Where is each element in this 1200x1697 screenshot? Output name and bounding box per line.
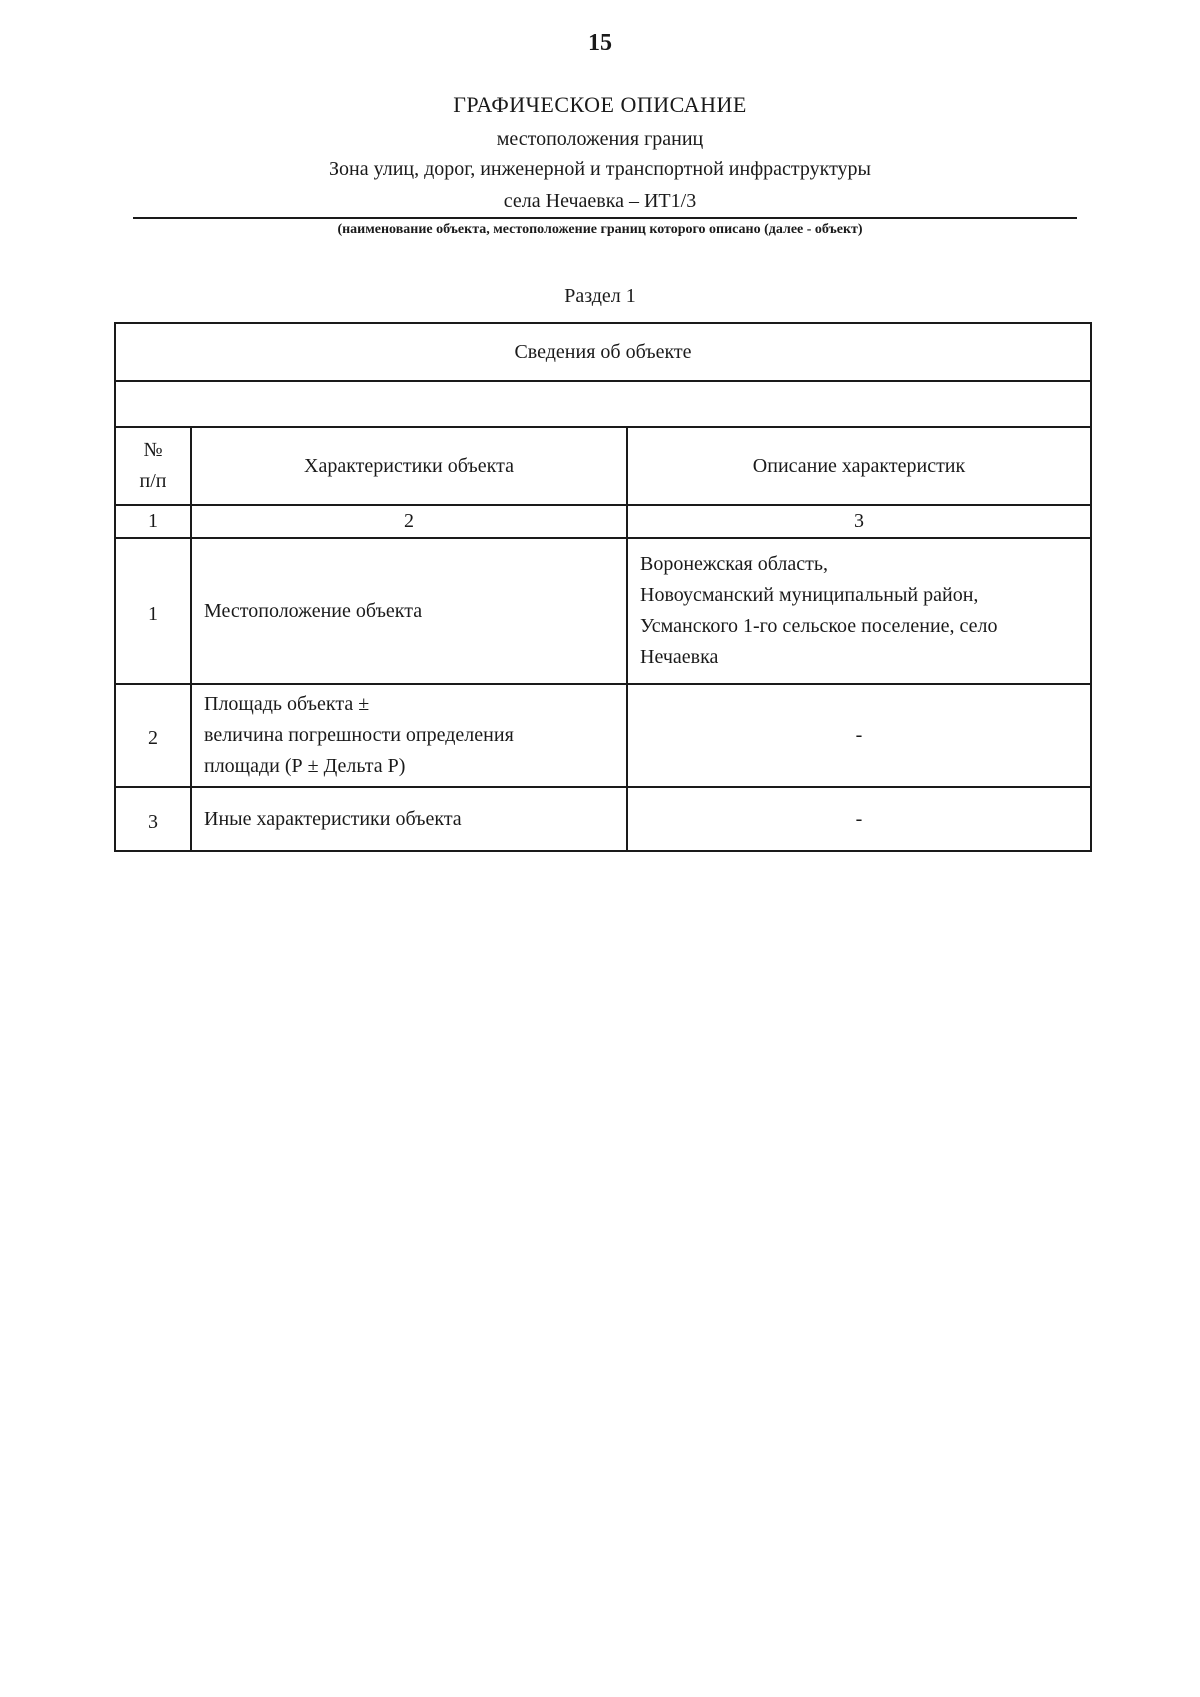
row-characteristic-line: Площадь объекта ± xyxy=(204,693,370,715)
row-description-line: Новоусманский муниципальный район, xyxy=(640,584,979,606)
title-underline xyxy=(133,217,1077,219)
row-description: - xyxy=(627,684,1091,787)
empty-cell xyxy=(115,381,1091,427)
row-characteristic-line: величина погрешности определения xyxy=(204,724,514,746)
row-characteristic xyxy=(191,684,627,787)
row-number: 2 xyxy=(115,684,191,787)
table-empty-row xyxy=(115,381,1091,427)
table-row xyxy=(115,684,1091,787)
subtitle-line-1: местоположения границ xyxy=(496,128,704,150)
column-header-num xyxy=(115,427,191,505)
row-characteristic: Иные характеристики объекта xyxy=(191,787,627,851)
column-header-num-line1: № xyxy=(143,439,163,461)
row-characteristic-line: площади (Р ± Дельта Р) xyxy=(204,755,406,777)
row-number: 1 xyxy=(115,538,191,684)
subtitle-line-2: Зона улиц, дорог, инженерной и транспортной инфраструктуры xyxy=(329,158,871,180)
page-number: 15 xyxy=(588,30,612,56)
table-column-header-row xyxy=(115,427,1091,505)
row-description xyxy=(627,538,1091,684)
object-info-table xyxy=(114,322,1092,852)
row-characteristic: Местоположение объекта xyxy=(191,538,627,684)
subtitle-line-3: села Нечаевка – ИТ1/3 xyxy=(503,190,697,212)
column-header-description: Описание характеристик xyxy=(627,427,1091,505)
row-description-line: Усманского 1-го сельское поселение, село xyxy=(640,615,998,637)
table-heading: Сведения об объекте xyxy=(115,323,1091,381)
table-heading-row xyxy=(115,323,1091,381)
column-header-characteristics: Характеристики объекта xyxy=(191,427,627,505)
table-row xyxy=(115,538,1091,684)
row-description: - xyxy=(627,787,1091,851)
table-row xyxy=(115,787,1091,851)
column-header-num-line2: п/п xyxy=(139,470,167,492)
column-number-2: 2 xyxy=(191,505,627,538)
table-column-numbers-row xyxy=(115,505,1091,538)
section-title: Раздел 1 xyxy=(564,285,636,307)
row-description-line: Воронежская область, xyxy=(640,553,829,575)
column-number-3: 3 xyxy=(627,505,1091,538)
document-title: ГРАФИЧЕСКОЕ ОПИСАНИЕ xyxy=(453,92,747,117)
row-description-line: Нечаевка xyxy=(640,646,719,668)
column-number-1: 1 xyxy=(115,505,191,538)
object-caption: (наименование объекта, местоположение границ которого описано (далее - объект) xyxy=(337,222,863,237)
row-number: 3 xyxy=(115,787,191,851)
